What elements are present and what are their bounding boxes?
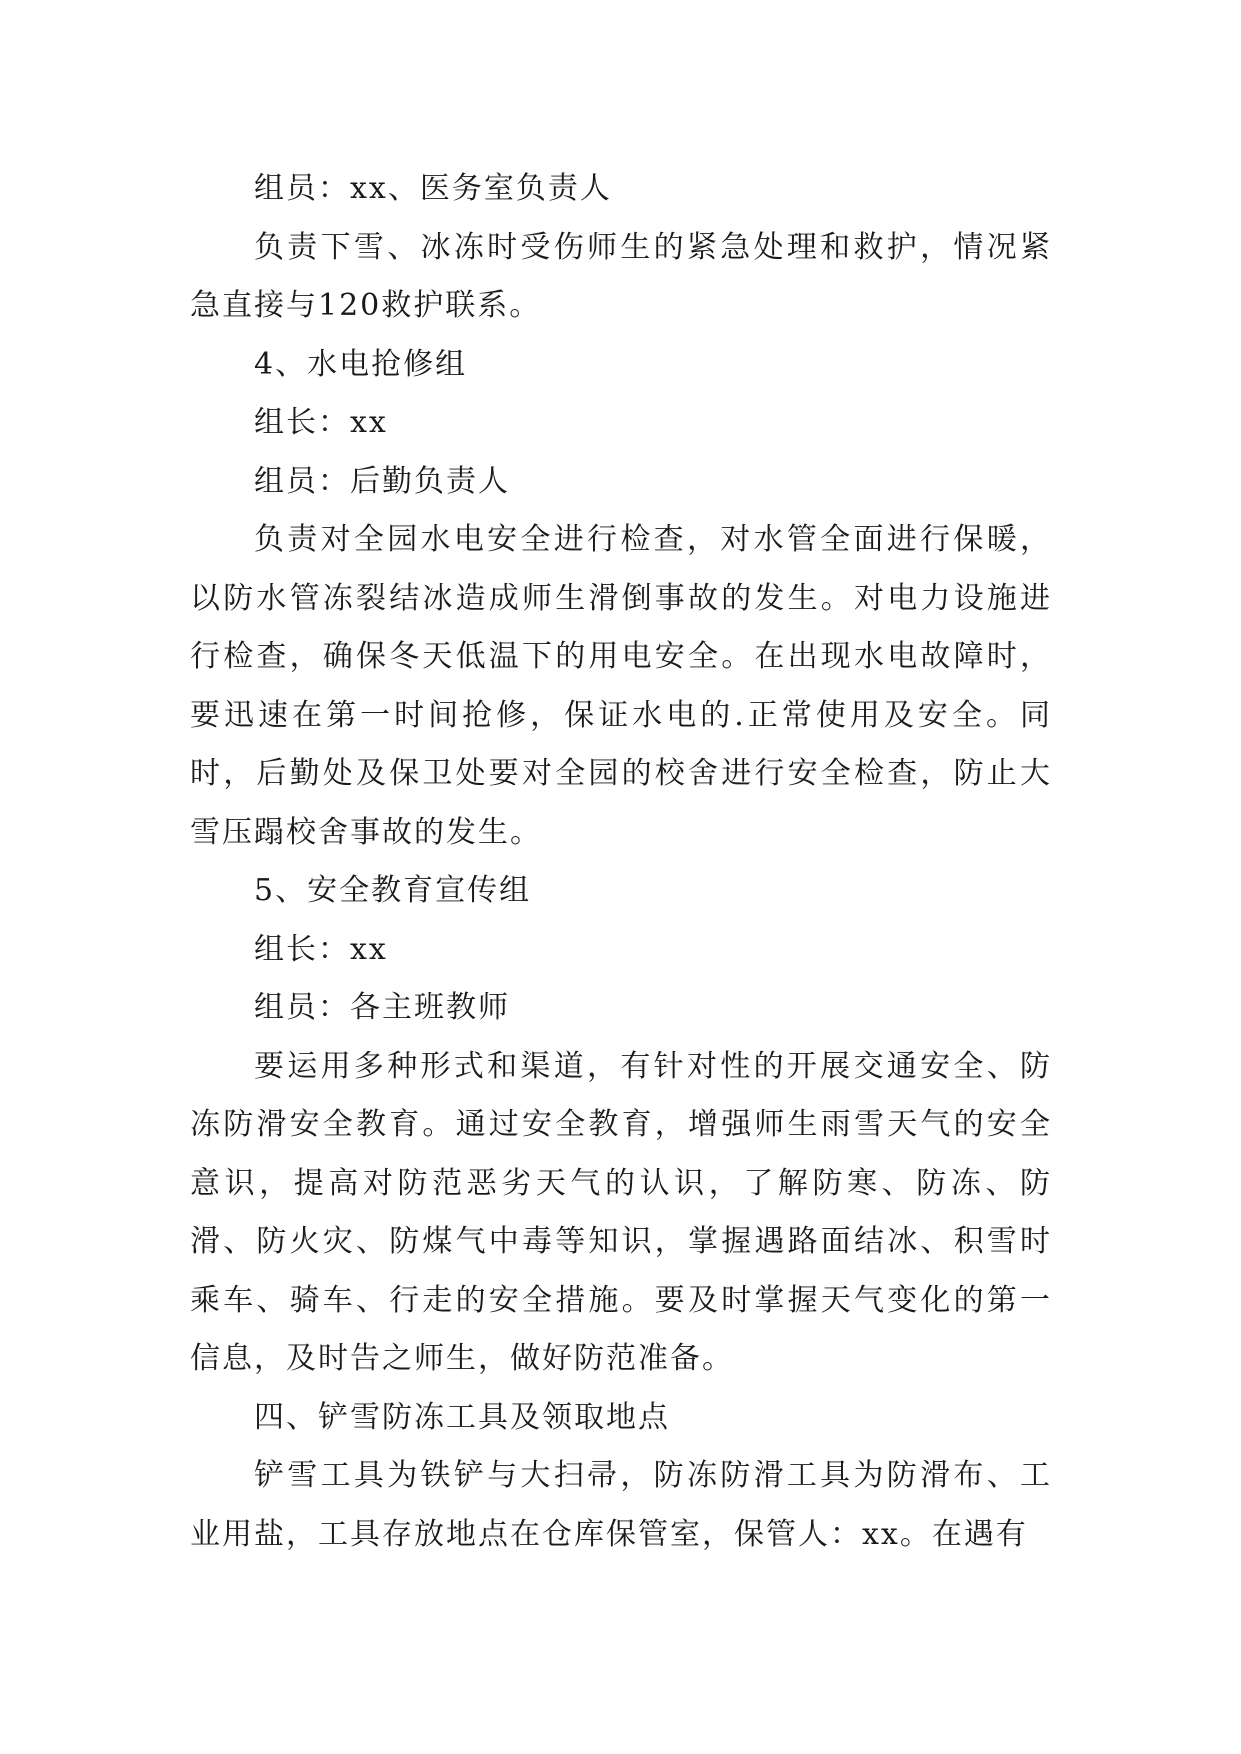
document-body (190, 160, 1052, 1564)
heading-education-group: 5、安全教育宣传组 (254, 873, 532, 908)
paragraph-repair-member: 组员：后勤负责人 (254, 463, 510, 499)
paragraph-education-leader: 组长：xx (254, 931, 388, 967)
paragraph-medical-member: 组员：xx、医务室负责人 (254, 171, 612, 206)
paragraph-repair-leader: 组长：xx (254, 405, 388, 440)
heading-tools-section: 四、铲雪防冻工具及领取地点 (254, 1399, 670, 1435)
paragraph-tools-details: 铲雪工具为铁铲与大扫帚，防冻防滑工具为防滑布、工业用盐，工具存放地点在仓库保管室，保管人：xx。在遇有 (190, 1458, 1052, 1552)
paragraph-medical-duty: 负责下雪、冰冻时受伤师生的紧急处理和救护，情况紧急直接与120救护联系。 (190, 229, 1052, 323)
paragraph-education-member: 组员：各主班教师 (254, 990, 510, 1025)
heading-repair-group: 4、水电抢修组 (254, 346, 468, 382)
paragraph-repair-duty: 负责对全园水电安全进行检查，对水管全面进行保暖，以防水管冻裂结冰造成师生滑倒事故的发生。对电力设施进行检查，确保冬天低温下的用电安全。在出现水电故障时，要迅速在第一时间抢修，保证水电的.正常使用及安全。同时，后勤处及保卫处要对全园的校舍进行安全检查，防止大雪压蹋校舍事故的发生。 (190, 522, 1052, 850)
paragraph-education-duty: 要运用多种形式和渠道，有针对性的开展交通安全、防冻防滑安全教育。通过安全教育，增强师生雨雪天气的安全意识，提高对防范恶劣天气的认识，了解防寒、防冻、防滑、防火灾、防煤气中毒等知识，掌握遇路面结冰、积雪时乘车、骑车、行走的安全措施。要及时掌握天气变化的第一信息，及时告之师生，做好防范准备。 (190, 1048, 1052, 1376)
